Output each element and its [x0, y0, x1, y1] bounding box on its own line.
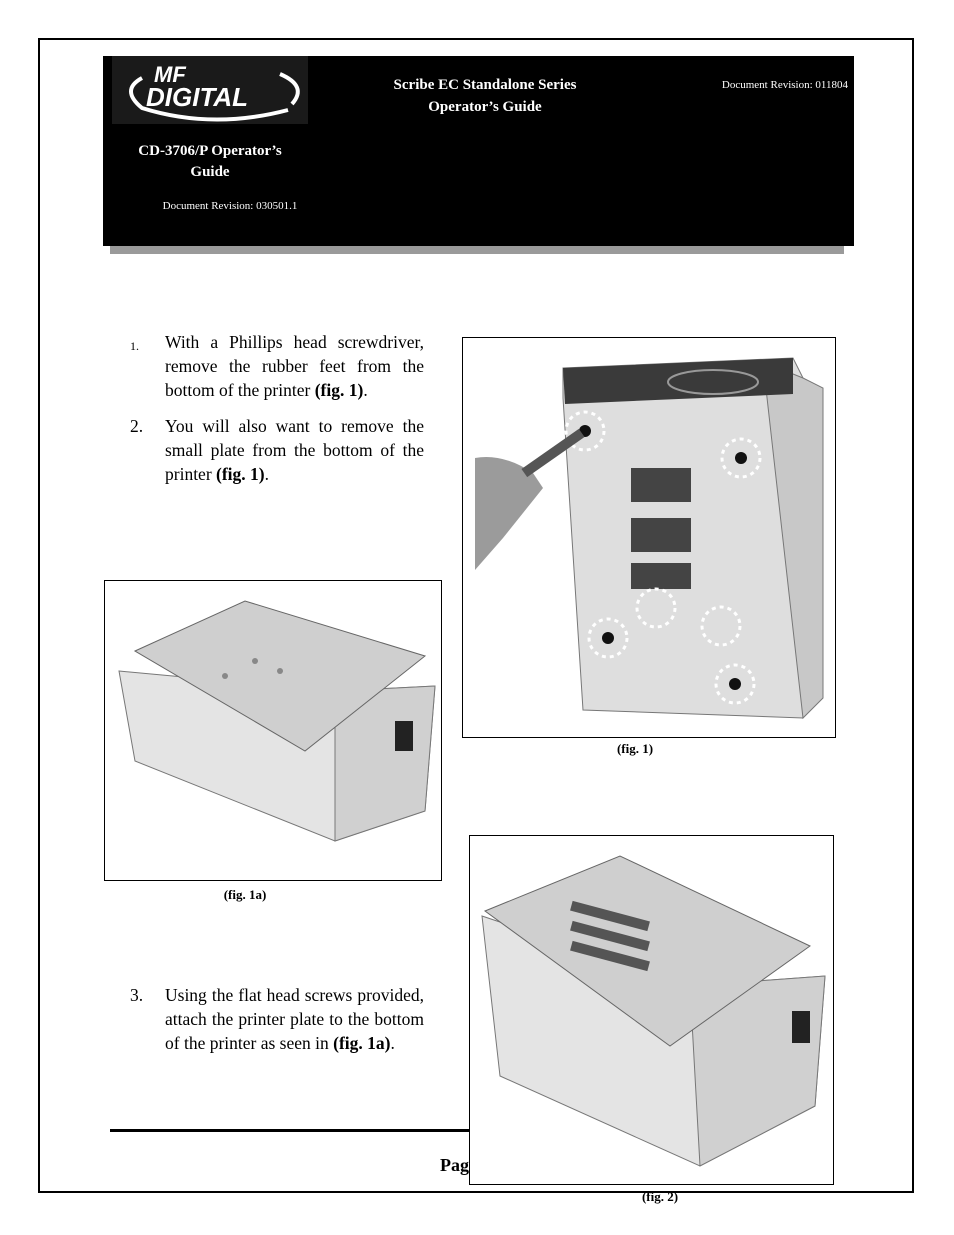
figure-1a-photo — [104, 580, 442, 881]
subtitle-line-2: Guide — [190, 164, 230, 180]
subtitle-line-1: CD-3706/P Operator’s — [138, 143, 282, 159]
document-revision-right: Document Revision: 011804 — [721, 79, 848, 91]
svg-text:DIGITAL: DIGITAL — [146, 82, 249, 112]
footer-rule — [110, 1129, 470, 1132]
step-3 — [130, 983, 424, 1055]
steps-block-bottom — [130, 983, 424, 1067]
figure-2-photo — [469, 835, 834, 1185]
step-text: Using the flat head screws provided, attach the printer plate to the bottom of the printer as seen in (fig. 1a). — [165, 985, 424, 1053]
step-text: You will also want to remove the small plate from the bottom of the printer (fig. 1). — [165, 416, 424, 484]
series-title — [360, 74, 610, 118]
steps-block-top — [130, 330, 424, 498]
step-2 — [130, 414, 424, 486]
guide-subtitle — [110, 141, 310, 183]
figure-2-caption: (fig. 2) — [641, 1189, 679, 1204]
document-revision-left: Document Revision: 030501.1 — [162, 200, 298, 212]
step-1 — [130, 330, 424, 402]
series-line-2: Operator’s Guide — [428, 99, 542, 115]
step-number: 3. — [130, 985, 144, 1005]
step-number: 2. — [130, 416, 144, 436]
series-line-1: Scribe EC Standalone Series — [393, 77, 577, 93]
page-label: Pag — [440, 1155, 469, 1175]
step-number: 1. — [130, 339, 139, 353]
figure-1-caption: (fig. 1) — [616, 741, 654, 756]
svg-text:MF: MF — [154, 62, 186, 87]
figure-1-photo — [462, 337, 836, 738]
figure-1a-caption: (fig. 1a) — [223, 887, 267, 902]
step-text: With a Phillips head screwdriver, remove the rubber feet from the bottom of the printer (fig. 1). — [165, 332, 424, 400]
mf-digital-logo — [112, 56, 308, 124]
